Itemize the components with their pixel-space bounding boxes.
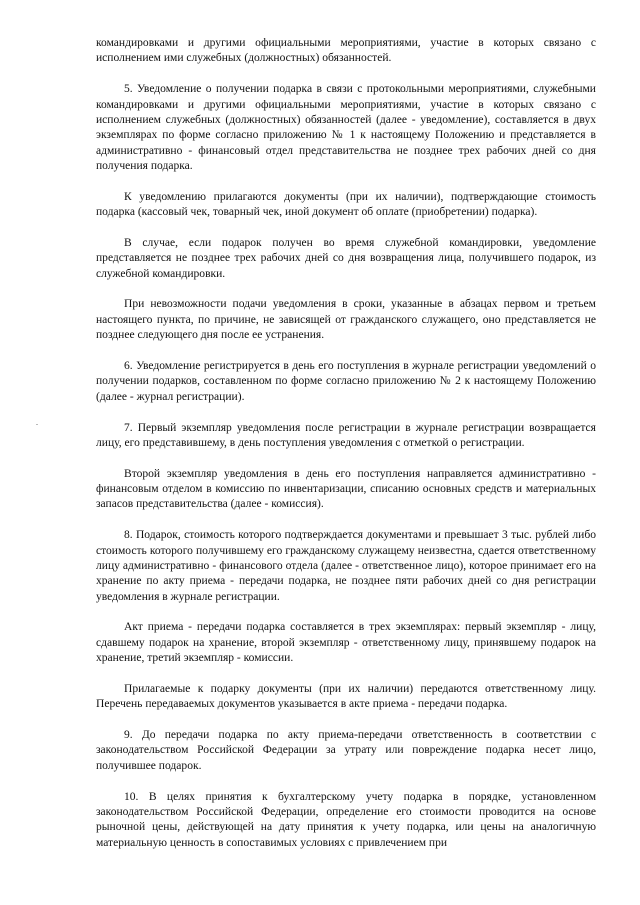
paragraph-clause-7: 7. Первый экземпляр уведомления после регистрации в журнале регистрации возвращается лицу, его представившему, в день поступления уведомления с отметкой о регистрации. bbox=[96, 421, 596, 449]
paragraph-continuation: командировками и другими официальными мероприятиями, участие в которых связано с исполнением ими служебных (должностных) обязанностей. bbox=[96, 37, 596, 65]
paragraph-clause-6: 6. Уведомление регистрируется в день его поступления в журнале регистрации уведомлений о получении подарков, составленном по форме согласно приложению № 2 к настоящему Положению (далее - журнал регистрации). bbox=[96, 359, 596, 403]
paragraph-business-trip: В случае, если подарок получен во время служебной командировки, уведомление представляется не позднее трех рабочих дней со дня возвращения лица, получившего подарок, из служебной командировки. bbox=[96, 236, 596, 280]
paragraph-impossibility: При невозможности подачи уведомления в сроки, указанные в абзацах первом и третьем настоящего пункта, по причине, не зависящей от гражданского служащего, оно представляется не позднее следующего дня после ее устранения. bbox=[96, 298, 596, 342]
paragraph-clause-5: 5. Уведомление о получении подарка в связи с протокольными мероприятиями, служебными командировками и другими официальными мероприятиями, участие в которых связано с исполнением служебных (должностных) обязанностей (далее - уведомление), составляется в двух экземплярах по форме согласно приложению № 1 к настоящему Положению и представляется в административно - финансовый отдел представительства не позднее трех рабочих дней со дня получения подарка. bbox=[96, 83, 596, 173]
paragraph-attachments: К уведомлению прилагаются документы (при их наличии), подтверждающие стоимость подарка (кассовый чек, товарный чек, иной документ об оплате (приобретении) подарка). bbox=[96, 190, 596, 219]
paragraph-second-copy: Второй экземпляр уведомления в день его поступления направляется административно - финансовым отделом в комиссию по инвентаризации, списанию основных средств и материальных запасов представительства (далее - комиссия). bbox=[96, 467, 596, 511]
paragraph-clause-10: 10. В целях принятия к бухгалтерскому учету подарка в порядке, установленном законодательством Российской Федерации, определение его стоимости проводится на основе рыночной цены, действующей на дату принятия к учету подарка, или цены на аналогичную материальную ценность в сопоставимых условиях с привлечением при bbox=[96, 790, 596, 849]
paragraph-clause-8: 8. Подарок, стоимость которого подтверждается документами и превышает 3 тыс. рублей либо стоимость которого получившему его гражданскому служащему неизвестна, сдается ответственному лицу административно - финансового отдела (далее - ответственное лицо), которое принимает его на хранение по акту приема - передачи подарка, не позднее пяти рабочих дней со дня регистрации уведомления в журнале регистрации. bbox=[96, 529, 596, 603]
paragraph-clause-9: 9. До передачи подарка по акту приема-передачи ответственность в соответствии с законодательством Российской Федерации за утрату или повреждение подарка несет лицо, получившее подарок. bbox=[96, 729, 596, 772]
scan-speck bbox=[36, 424, 38, 425]
paragraph-acceptance-act: Акт приема - передачи подарка составляется в трех экземплярах: первый экземпляр - лицу, сдавшему подарок на хранение, второй экземпляр - ответственному лицу, принявшему подарок на хранение, третий экземпляр - комиссии. bbox=[96, 621, 596, 665]
paragraph-documents: Прилагаемые к подарку документы (при их наличии) передаются ответственному лицу. Перечень передаваемых документов указывается в акте приема - передачи подарка. bbox=[96, 682, 596, 711]
document-page bbox=[96, 36, 596, 851]
